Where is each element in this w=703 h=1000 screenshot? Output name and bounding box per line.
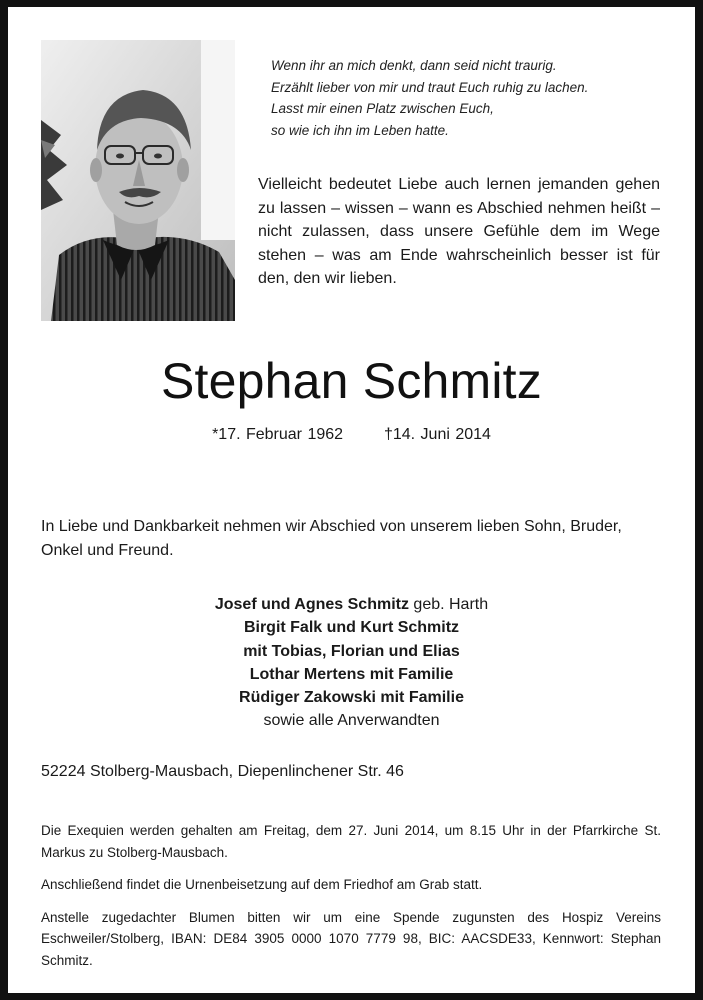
family-address: 52224 Stolberg-Mausbach, Diepenlinchener Str. 46 <box>41 763 404 780</box>
poem-line: Wenn ihr an mich denkt, dann seid nicht traurig. <box>271 58 557 73</box>
portrait-photo <box>41 40 235 321</box>
farewell-text: In Liebe und Dankbarkeit nehmen wir Abschied von unserem lieben Sohn, Bruder, Onkel und Freund. <box>41 518 622 559</box>
mourner-line: Rüdiger Zakowski mit Familie <box>239 689 464 707</box>
mourner-line <box>0 593 703 616</box>
poem-line: so wie ich ihn im Leben hatte. <box>271 122 449 138</box>
death-date: †14. Juni 2014 <box>383 426 491 443</box>
poem <box>271 55 671 141</box>
mourner-parents: Josef und Agnes Schmitz <box>214 596 409 613</box>
mourner-line: Birgit Falk und Kurt Schmitz <box>243 619 460 637</box>
mourner-line: sowie alle Anverwandten <box>263 712 440 730</box>
mourner-parents-suffix: geb. Harth <box>408 596 489 613</box>
mourner-line: Lothar Mertens mit Familie <box>249 665 454 683</box>
birth-date: *17. Februar 1962 <box>212 426 344 443</box>
deceased-name: Stephan Schmitz <box>161 353 542 409</box>
service-info: Die Exequien werden gehalten am Freitag, dem 27. Juni 2014, um 8.15 Uhr in der Pfarrkirche St. Markus zu Stolberg-Mausbach. <box>41 823 661 860</box>
donation-info: Anstelle zugedachter Blumen bitten wir um eine Spende zugunsten des Hospiz Vereins Eschweiler/Stolberg, IBAN: DE84 3905 0000 1070 7779 98, BIC: AACSDE33, Kennwort: Stephan Schmitz. <box>41 909 661 968</box>
burial-info: Anschließend findet die Urnenbeisetzung auf dem Friedhof am Grab statt. <box>41 877 483 892</box>
prose-quote: Vielleicht bedeutet Liebe auch lernen jemanden gehen zu lassen – wissen – wann es Abschied nehmen heißt – nicht zulassen, dass unsere Gefühle dem im Wege stehen – was am Ende wahrscheinlich besser ist für den, den wir lieben. <box>258 176 660 287</box>
life-dates <box>0 426 703 444</box>
service-notes <box>41 820 661 982</box>
poem-line: Erzählt lieber von mir und traut Euch ruhig zu lachen. <box>271 79 589 95</box>
poem-line: Lasst mir einen Platz zwischen Euch, <box>271 101 494 116</box>
mourners-list <box>0 593 703 733</box>
mourner-line: mit Tobias, Florian und Elias <box>243 642 460 660</box>
